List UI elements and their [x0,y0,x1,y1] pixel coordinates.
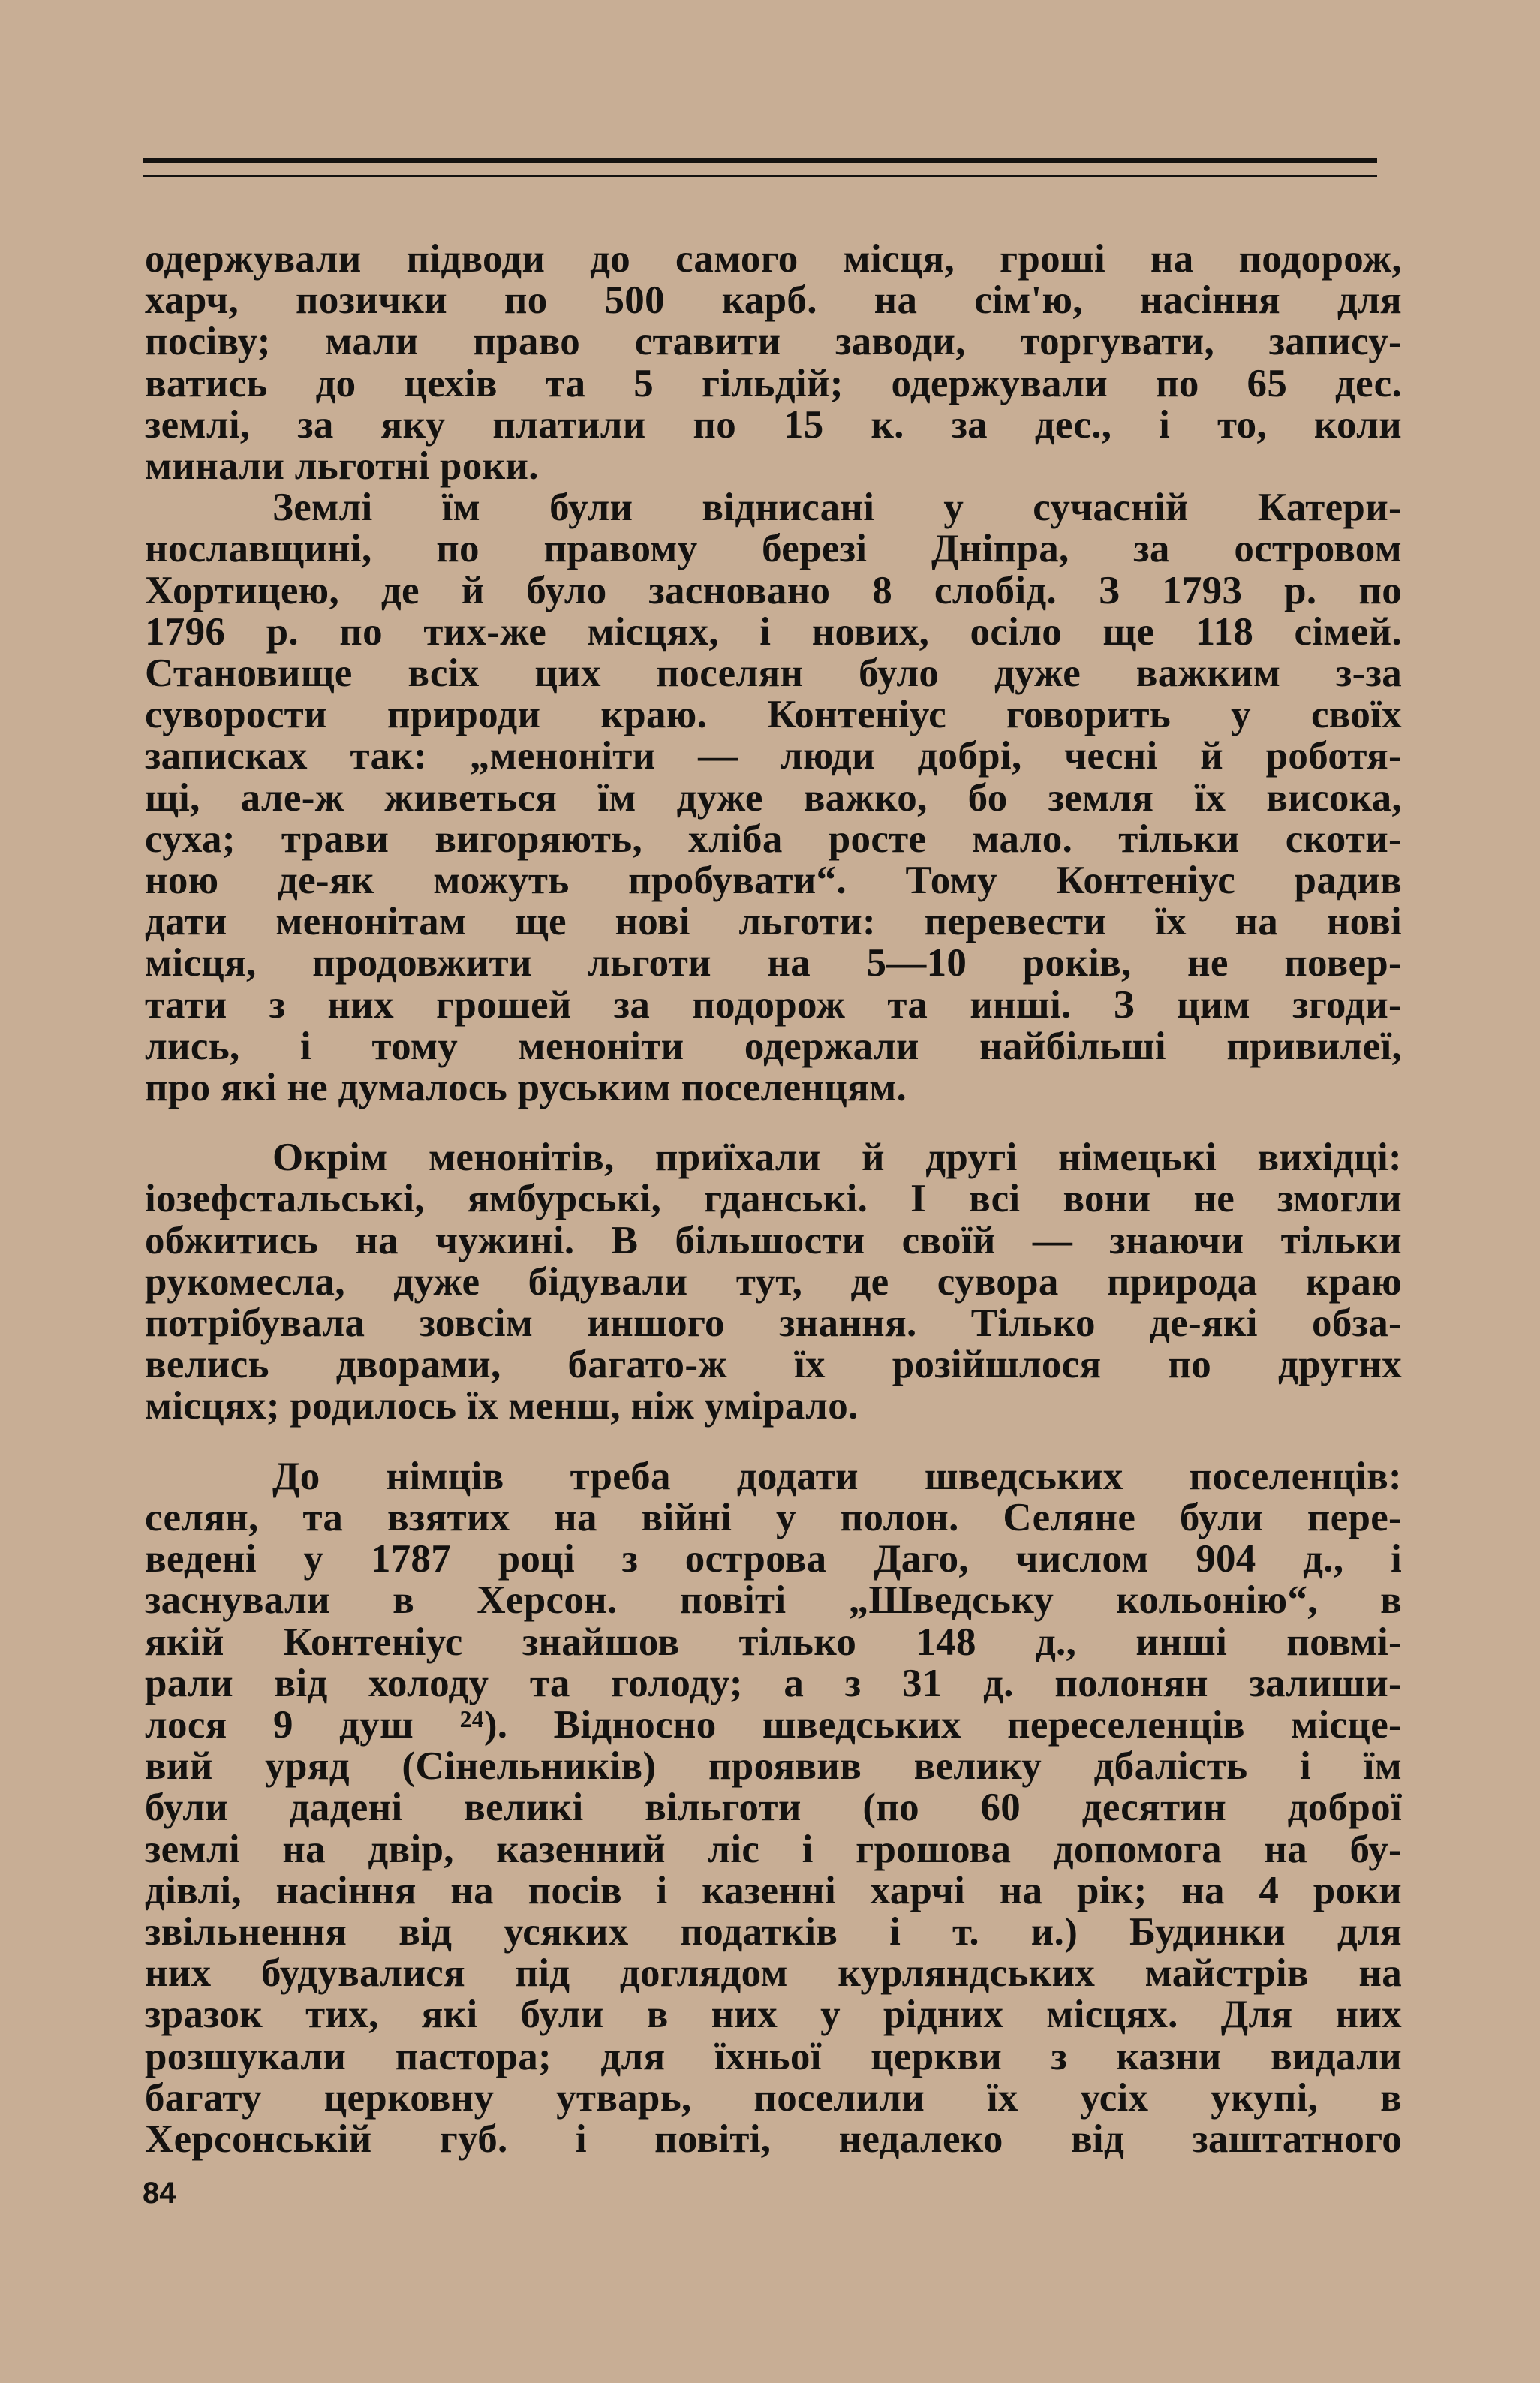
text-line: вий уряд (Сінельників) проявив велику дбалість і їм [145,1744,1402,1789]
text-line: розшукали пастора; для їхньої церкви з казни видали [145,2034,1402,2078]
text-line: лись, і тому менонiти одержали найбільші привилеї, [145,1024,1402,1068]
text-line: тати з них грошей за подорож та инші. З цим згоди- [145,982,1402,1027]
text-line: щі, але-ж живеться їм дуже важко, бо земля їх висока, [145,775,1402,820]
text-line: одержували підводи до самого місця, гроші на подорож, [145,237,1402,281]
page-number: 84 [143,2177,176,2210]
text-line: заснували в Херсон. повіті „Шведську кольонію“, в [145,1578,1402,1623]
text-line: харч, позички по 500 карб. на сім'ю, насіння для [145,278,1402,323]
text-line: місця, продовжити льготи на 5—10 років, не повер- [145,941,1402,985]
text-line: Землі їм були віднисані у сучасній Катери- [272,486,1402,530]
text-line: ною де-як можуть пробувати“. Тому Контеніус радив [145,859,1402,903]
page-body [145,239,1402,2160]
text-line: рали від холоду та голоду; а з 31 д. полонян залиши- [145,1661,1402,1705]
text-line: 1796 р. по тих-же місцях, і нових, осіло ще 118 сімей. [145,609,1402,654]
text-line: лося 9 душ ²⁴). Відносно шведських переселенців місце- [145,1702,1402,1747]
text-line: потрібувала зовсім иншого знання. Тілько де-які обза- [145,1301,1402,1346]
text-line: посіву; мали право ставити заводи, торгувати, запису- [145,320,1402,364]
text-line: землі, за яку платили по 15 к. за дес., і то, коли [145,402,1402,447]
text-line: про які не думалось руським поселенцям. [145,1066,907,1110]
text-line: іозефстальські, ямбурські, гданські. І всі вони не змогли [145,1177,1402,1221]
header-rule-thick [143,158,1377,163]
text-line: селян, та взятих на війні у полон. Селяне були пере- [145,1495,1402,1539]
text-line: землі на двір, казенний ліс і грошова допомога на бу- [145,1827,1402,1871]
text-line: суха; трави вигоряють, хліба росте мало. тільки скоти- [145,817,1402,861]
text-line: дати менонітам ще нові льготи: перевести їх на нові [145,900,1402,944]
text-line: Херсонській губ. і повіті, недалеко від заштатного [145,2117,1402,2161]
text-line: ведені у 1787 році з острова Даго, числом 904 д., і [145,1537,1402,1581]
text-line: місцях; родилось їх менш, ніж уміралo. [145,1384,859,1428]
text-line: Хортицею, де й було засновано 8 слобід. З 1793 р. по [145,568,1402,612]
text-line: велись дворами, багато-ж їх розійшлося по другнх [145,1343,1402,1387]
text-line: зразок тих, які були в них у рідних місцях. Для них [145,1993,1402,2037]
text-line: дівлі, насіння на посів і казенні харчі на рік; на 4 роки [145,1868,1402,1912]
text-line: багату церковну утварь, поселили їх усіх укупі, в [145,2075,1402,2120]
text-line: обжитись на чужині. В більшости своїй — знаючи тільки [145,1218,1402,1262]
text-line: нославщині, по правому березі Дніпра, за островом [145,527,1402,571]
text-line: рукомесла, дуже бідували тут, де сувора природа краю [145,1259,1402,1304]
text-line: Окрім менонітів, приїхали й другі німецькі вихідці: [272,1136,1402,1180]
text-line: були дадені великі вільготи (по 60 десятин доброї [145,1786,1402,1830]
text-line: До німців треба додати шведських поселенців: [272,1454,1402,1498]
text-line: минали льготні роки. [145,444,539,489]
text-line: звільнення від усяких податків і т. и.) Будинки для [145,1909,1402,1954]
header-rule-thin [143,175,1377,177]
text-line: записках так: „менонiти — люди добрі, чесні й роботя- [145,734,1402,778]
text-line: них будувалися під доглядом курляндських майстрів на [145,1951,1402,1996]
text-line: Становище всіх цих поселян було дуже важким з-за [145,651,1402,696]
text-line: якій Контеніус знайшов тілько 148 д., инші повмі- [145,1620,1402,1664]
text-line: ватись до цехів та 5 гільдій; одержували по 65 дес. [145,361,1402,405]
text-line: суворости природи краю. Контеніус говорить у своїх [145,693,1402,737]
